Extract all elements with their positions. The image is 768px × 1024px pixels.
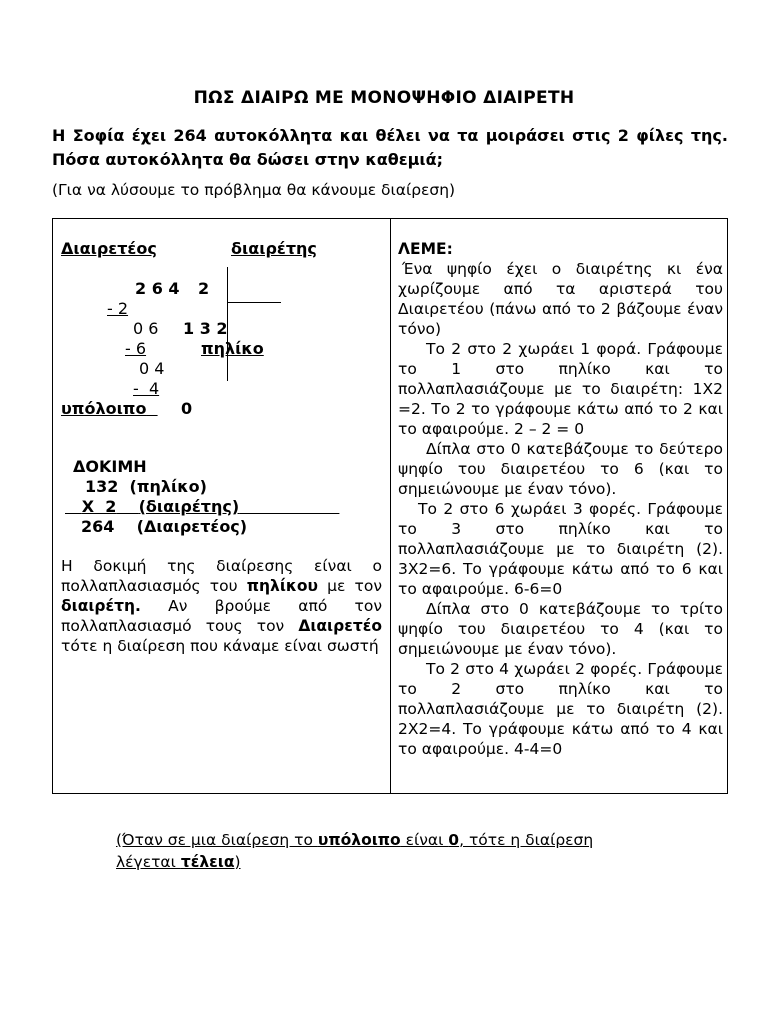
steps-column (398, 239, 723, 759)
proof-bold-divisor: διαιρέτη. (61, 597, 141, 615)
steps-heading: ΛΕΜΕ: (398, 240, 453, 258)
check-divisor-label: (διαιρέτης) (138, 497, 240, 516)
remainder-label (61, 399, 158, 418)
step-paragraph-5: Δίπλα στο 0 κατεβάζουμε το τρίτο ψηφίο του διαιρετέου το 4 (και το σημειώνουμε με έναν τόνο). (398, 600, 723, 658)
subtraction-1: - 2 (107, 299, 129, 318)
remainder-label-text: υπόλοιπο (61, 399, 147, 418)
explanation-table (52, 218, 728, 794)
intro-note: (Για να λύσουμε το πρόβλημα θα κάνουμε διαίρεση) (52, 181, 456, 199)
check-title: ΔΟΚΙΜΗ (73, 457, 147, 476)
footnote (116, 829, 606, 873)
quotient-label: πηλίκο (201, 339, 264, 358)
division-horizontal-line (227, 302, 281, 303)
step-paragraph-3: Δίπλα στο 0 κατεβάζουμε το δεύτερο ψηφίο του διαιρετέου το 6 (και το σημειώνουμε με έναν τόνο). (398, 440, 723, 498)
remainder-row-2: 0 4 (139, 359, 165, 378)
subtraction-3 (123, 379, 159, 398)
proof-bold-dividend: Διαιρετέο (298, 617, 382, 635)
footnote-text-2: είναι (400, 831, 449, 849)
step-paragraph-6: Το 2 στο 4 χωράει 2 φορές. Γράφουμε το 2 στο πηλίκο και το πολλαπλασιάζουμε με το διαιρέτη (2). 2Χ2=4. Το γράφουμε κάτω από το 4 και το αφαιρούμε. 4-4=0 (398, 660, 723, 758)
proof-bold-quotient: πηλίκου (246, 577, 318, 595)
subtraction-2-text: - 6 (125, 339, 147, 358)
problem-statement: Η Σοφία έχει 264 αυτοκόλλητα και θέλει να τα μοιράσει στις 2 φίλες της. Πόσα αυτοκόλλητα θα δώσει στην καθεμιά; (52, 126, 728, 169)
step-paragraph-4: Το 2 στο 6 χωράει 3 φορές. Γράφουμε το 3 στο πηλίκο και το πολλαπλασιάζουμε με το διαιρέτη (2). 3Χ2=6. Το γράφουμε κάτω από το 6 και το αφαιρούμε. 6-6=0 (398, 500, 723, 598)
proof-explanation (61, 556, 382, 656)
footnote-text-3: , τότε η διαίρεση λέγεται (116, 831, 594, 871)
check-multiplier: X 2 (81, 497, 117, 516)
check-line-1: 132 (πηλίκο) (85, 477, 207, 496)
footnote-text-1: (Όταν σε μια διαίρεση το (116, 831, 318, 849)
remainder-value: 0 (181, 399, 193, 418)
footnote-text-4: ) (234, 853, 241, 871)
divisor-value: 2 (198, 279, 210, 298)
page-title: ΠΩΣ ΔΙΑΙΡΩ ΜΕ ΜΟΝΟΨΗΦΙΟ ΔΙΑΙΡΕΤΗ (193, 88, 575, 108)
column-divider (390, 219, 391, 793)
dividend-label: Διαιρετέος (61, 239, 157, 258)
check-line-3: 264 (Διαιρετέος) (81, 517, 248, 536)
divisor-label: διαιρέτης (231, 239, 317, 258)
dividend-digits: 2 6 4 (135, 279, 180, 298)
proof-text-2: με τον (318, 577, 382, 595)
footnote-bold-exact: τέλεια (180, 853, 235, 871)
proof-text-3: Αν βρούμε από τον πολλαπλασιασμό τους τον (61, 597, 382, 635)
remainder-row-1: 0 6 (133, 319, 159, 338)
quotient-value: 1 3 2 (183, 319, 228, 338)
proof-text-1: Η δοκιμή της διαίρεσης είναι ο πολλαπλασιασμός του (61, 557, 382, 595)
step-paragraph-2: Το 2 στο 2 χωράει 1 φορά. Γράφουμε το 1 στο πηλίκο και το πολλαπλασιάζουμε με το διαιρέτη: 1Χ2 =2. Το 2 το γράφουμε κάτω από το 2 και το αφαιρούμε. 2 – 2 = 0 (398, 340, 723, 438)
footnote-bold-remainder: υπόλοιπο (317, 831, 401, 849)
proof-text-4: τότε η διαίρεση που κάναμε είναι σωστή (61, 637, 379, 655)
step-paragraph-1: Ένα ψηφίο έχει ο διαιρέτης κι ένα χωρίζουμε από τα αριστερά του Διαιρετέου (πάνω από το 2 βάζουμε έναν τόνο) (398, 260, 723, 338)
subtraction-2 (105, 339, 146, 358)
subtraction-3-text: - 4 (133, 379, 160, 398)
footnote-bold-zero: 0 (448, 831, 460, 849)
check-line-2 (65, 497, 331, 516)
